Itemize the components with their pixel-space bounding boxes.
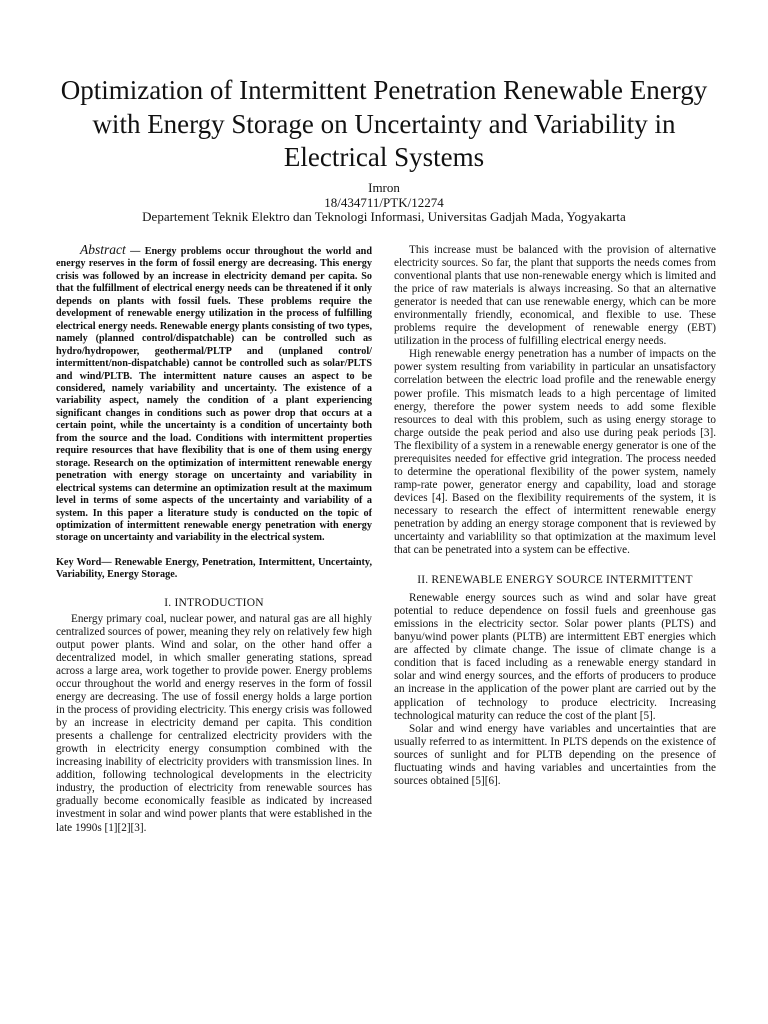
body-paragraph: High renewable energy penetration has a number of impacts on the power system resulting from variability in particular an unsatisfactory correlation between the electric load profile and the renewable energy power profile. This mismatch leads to a high percentage of limited energy, therefore the power system needs to add some flexible resources to deal with this problem, such as using energy storage to charge outside the peak period and also use during peak periods [3]. The flexibility of a system in a renewable energy generator is one of the prerequisites needed for effective grid integration. The process needed to determine the operational flexibility of the power system, namely ramp-rate power, generator energy and capability, load and storage devices [4]. Based on the flexibility requirements of the system, it is necessary to research the effect of intermittent renewable energy penetration by adding an energy storage component that is reviewed by uncertainty and variablility so that optimization at the maximum level that can be penetrated into a system can be effective. bbox=[394, 348, 716, 557]
abstract-dash: — bbox=[130, 246, 141, 257]
affiliation: Departement Teknik Elektro dan Teknologi Informasi, Universitas Gadjah Mada, Yogyakarta bbox=[142, 209, 626, 224]
keywords-label: Key Word— bbox=[56, 556, 112, 568]
abstract bbox=[56, 244, 372, 545]
abstract-text: Energy problems occur throughout the world and energy reserves in the form of fossil energy are decreasing. This energy crisis was followed by an increase in electricity demand per capita. So that the fulfillment of electrical energy needs can be threatened if it only depends on plants with fossil fuels. These problems require the development of renewable energy utilization in the process of fulfilling electrical energy needs. Renewable energy plants consisting of two types, namely (planned control/dispatchable) can be controlled such as hydro/hydropower, geothermal/PLTP and (unplaned control/ intermittent/non-dispatchable) cannot be controlled such as solar/PLTS and wind/PLTB. The intermittent nature causes an aspect to be considered, namely variability and uncertainty. The existence of a variability aspect, namely the condition of a plant experiencing significant changes in conditions such as power drop that occurs at a certain point, while the uncertainty is a condition of uncertainty both from the source and the load. Conditions with intermittent properties require resources that have flexibility that is one of them using energy storage. Research on the optimization of intermittent renewable energy penetration with energy storage on uncertainty and variability in electrical systems can determine an optimization result at the maximum level in terms of some aspects of the uncertainty and variability of a system. In this paper a literature study is conducted on the topic of optimization of intermittent renewable energy penetration with energy storage on uncertainty and variability in the electrical system. bbox=[56, 246, 372, 544]
section-heading-renewable-intermittent: II. RENEWABLE ENERGY SOURCE INTERMITTENT bbox=[417, 574, 693, 587]
right-column bbox=[394, 244, 716, 899]
section-heading-introduction: I. INTRODUCTION bbox=[164, 596, 264, 609]
section2-paragraph: Renewable energy sources such as wind and solar have great potential to reduce dependence on fossil fuels and greenhouse gas emissions in the electricity sector. Solar power plants (PLTS) and banyu/wind power plants (PLTB) are intermittent EBT energies which are affected by climate change. The issue of climate change is a condition that is faced including as a renewable energy standard in solar and wind energy sources, and the efforts of producers to produce an increase in the application of the power plant are carried out by the application of technology to produce electricity. Increasing technological maturity can reduce the cost of the plant [5]. bbox=[394, 592, 716, 722]
keywords bbox=[56, 557, 372, 582]
abstract-paragraph bbox=[56, 244, 372, 545]
body-paragraph: This increase must be balanced with the provision of alternative electricity sources. So far, the plant that supports the needs comes from conventional plants that use non-renewable energy which is limited and the price of raw materials is always increasing. So that an alternative generator is needed that can use renewable energy, which can be more environmentally friendly, economical, and flexible to use. These problems require the development of renewable energy (EBT) utilization in the process of fulfilling electrical energy needs. bbox=[394, 244, 716, 348]
abstract-label: Abstract bbox=[80, 244, 126, 257]
intro-paragraph: Energy primary coal, nuclear power, and natural gas are all highly centralized sources of power, meaning they rely on relatively few high output power plants. Wind and solar, on the other hand offer a decentralized model, in which smaller generating stations, spread across a large area, work together to provide power. Energy problems occur throughout the world and energy reserves in the form of fossil energy are decreasing. The use of fossil energy holds a large portion in the process of providing electricity. This energy crisis was followed by an increase in electricity demand per capita. This condition presents a challenge for centralized electricity providers with the growth in electricity energy consumption combined with the increasing inability of electricity providers with transmission lines. In addition, following technological developments in the electricity industry, the production of electricity from renewable sources has gradually become economically feasible as indicated by increased investment in solar and wind power plants that were established in the late 1990s [1][2][3]. bbox=[56, 612, 372, 834]
author-name: Imron bbox=[368, 180, 400, 195]
paper-title: Optimization of Intermittent Penetration Renewable Energy with Energy Storage on Uncertainty and Variability in Electrical Systems bbox=[60, 75, 708, 172]
keywords-paragraph bbox=[56, 557, 372, 582]
section2-paragraph: Solar and wind energy have variables and uncertainties that are usually referred to as intermittent. In PLTS depends on the existence of sources of sunlight and for PLTB depending on the presence of fluctuating winds and having variables and uncertainties from the sources obtained [5][6]. bbox=[394, 722, 716, 787]
keywords-text: Renewable Energy, Penetration, Intermittent, Uncertainty, Variability, Energy Storage. bbox=[56, 556, 372, 581]
left-column bbox=[56, 244, 372, 899]
student-id: 18/434711/PTK/12274 bbox=[324, 195, 444, 210]
